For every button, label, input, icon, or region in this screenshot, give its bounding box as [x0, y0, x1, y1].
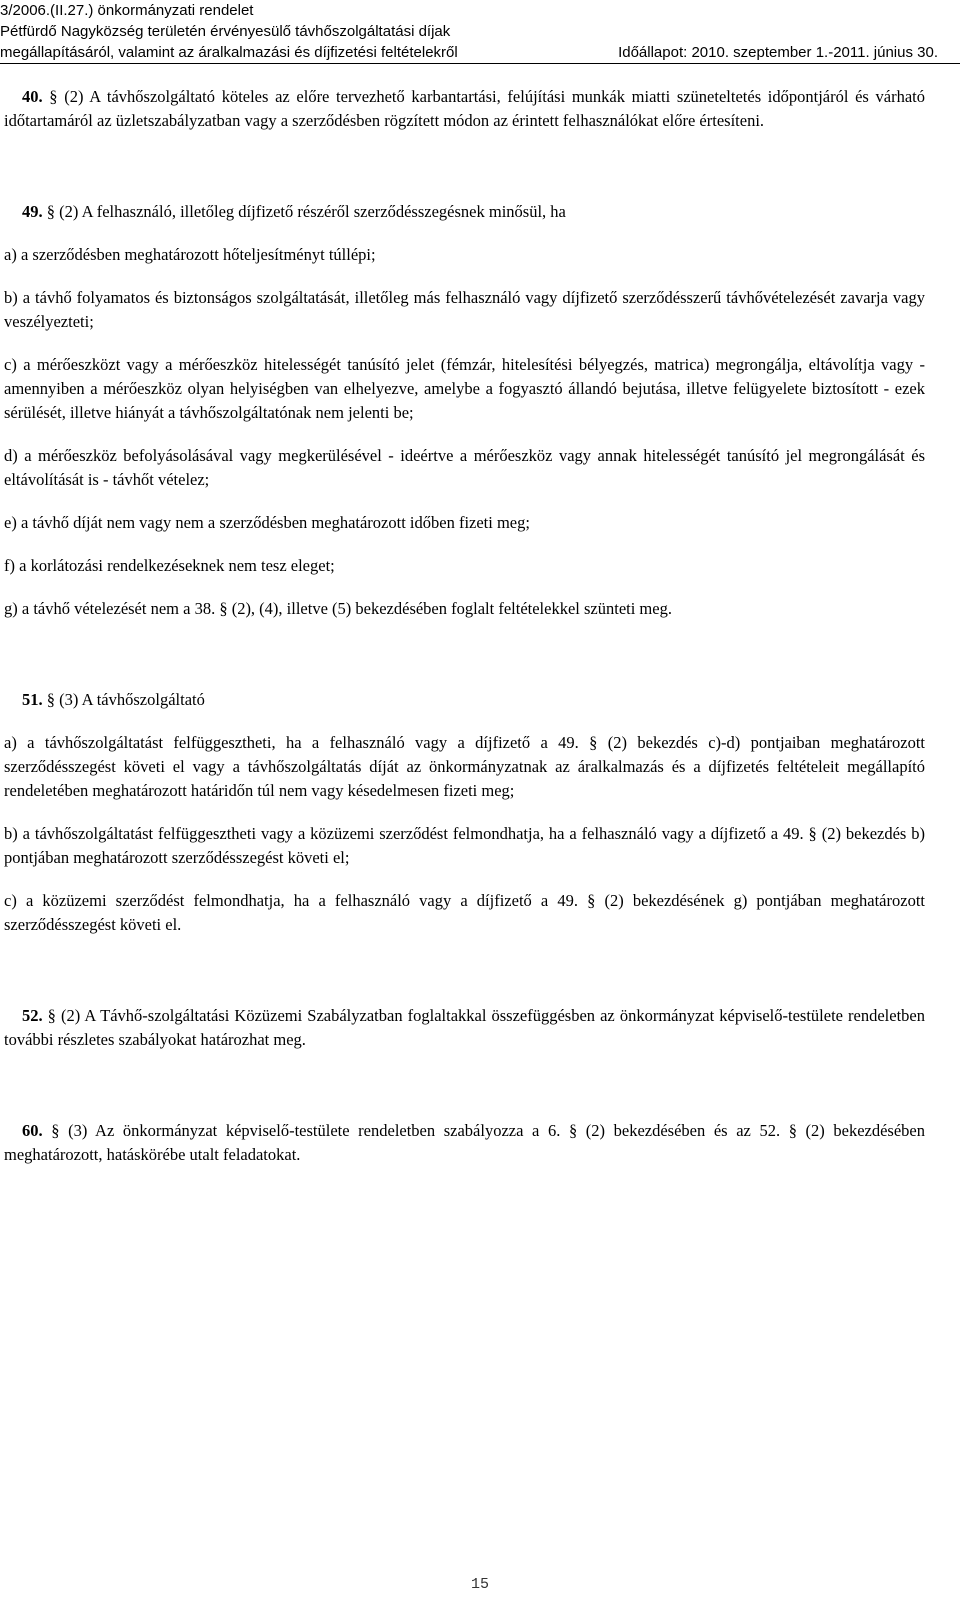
- section-49-sign: §: [42, 202, 55, 221]
- section-49-point-g: g) a távhő vételezését nem a 38. § (2), (4), illetve (5) bekezdésében foglalt feltételekkel szünteti meg.: [4, 599, 672, 618]
- section-52-text: (2) A Távhő-szolgáltatási Közüzemi Szabályzatban foglaltakkal összefüggésben az önkormányzat képviselő-testülete rendeletben további részletes szabályokat határozhat meg.: [4, 1006, 925, 1049]
- section-40-sign: §: [42, 87, 58, 106]
- header-title-line: Pétfürdő Nagyközség területén érvényesülő távhőszolgáltatási díjak: [0, 23, 451, 40]
- section-49-point-b: b) a távhő folyamatos és biztonságos szolgáltatását, illetőleg más felhasználó vagy díjfizető szerződésszerű távhővételezését zavarja vagy veszélyezteti;: [4, 288, 925, 331]
- section-49-point-e: e) a távhő díját nem vagy nem a szerződésben meghatározott időben fizeti meg;: [4, 513, 530, 532]
- header-title-and-validity: [0, 42, 960, 63]
- header-title-continuation: megállapításáról, valamint az áralkalmazási és díjfizetési feltételekről: [0, 44, 458, 61]
- section-60-text: (3) Az önkormányzat képviselő-testülete rendeletben szabályozza a 6. § (2) bekezdésében és az 52. § (2) bekezdésében meghatározott, hatáskörébe utalt feladatokat.: [4, 1121, 926, 1164]
- section-60-sign: §: [42, 1121, 60, 1140]
- section-49-point-d: d) a mérőeszköz befolyásolásával vagy megkerülésével - ideértve a mérőeszköz vagy annak hitelességét tanúsító jel megrongálását és eltávolítását is - távhőt vételez;: [4, 446, 925, 489]
- header-regulation-number: 3/2006.(II.27.) önkormányzati rendelet: [0, 2, 254, 19]
- header-divider: [0, 63, 960, 64]
- section-49-point-f: f) a korlátozási rendelkezéseknek nem tesz eleget;: [4, 556, 335, 575]
- section-49-intro-text: (2) A felhasználó, illetőleg díjfizető részéről szerződésszegésnek minősül, ha: [55, 202, 566, 221]
- section-40-text: (2) A távhőszolgáltató köteles az előre tervezhető karbantartási, felújítási munkák miatti szüneteltetés időpontjáról és várható időtartamáról az üzletszabályzatban vagy a szerződésben rögzített módon az érintett felhasználókat előre értesíteni.: [4, 87, 925, 130]
- section-49-point-a: a) a szerződésben meghatározott hőteljesítményt túllépi;: [4, 245, 376, 264]
- document-body: [4, 85, 925, 1167]
- section-40-number: 40.: [22, 87, 43, 106]
- section-52-paragraph: [4, 1004, 925, 1052]
- header-validity-period: Időállapot: 2010. szeptember 1.-2011. június 30.: [618, 44, 938, 61]
- section-51-point-c: c) a közüzemi szerződést felmondhatja, ha a felhasználó vagy a díjfizető a 49. § (2) bekezdésének g) pontjában meghatározott szerződésszegést követi el.: [4, 891, 925, 934]
- section-51-intro: [4, 688, 925, 712]
- section-40-paragraph: [4, 85, 925, 133]
- section-49-number: 49.: [22, 202, 43, 221]
- section-51-point-a: a) a távhőszolgáltatást felfüggesztheti, ha a felhasználó vagy a díjfizető a 49. § (2) bekezdés c)-d) pontjaiban meghatározott szerződésszegést követi el vagy a távhőszolgáltatás díját az önkormányzatnak az áralkalmazás és a díjfizetés feltételeit megállapító rendeletében meghatározott határidőn túl nem vagy késedelmesen fizeti meg;: [4, 733, 925, 800]
- section-51-intro-text: (3) A távhőszolgáltató: [55, 690, 205, 709]
- section-51-point-b: b) a távhőszolgáltatást felfüggesztheti vagy a közüzemi szerződést felmondhatja, ha a felhasználó vagy a díjfizető a 49. § (2) bekezdés b) pontjában meghatározott szerződésszegést követi el;: [4, 824, 925, 867]
- page-number: 15: [470, 1576, 489, 1593]
- section-51-number: 51.: [22, 690, 43, 709]
- section-52-sign: §: [42, 1006, 56, 1025]
- section-49-point-c: c) a mérőeszközt vagy a mérőeszköz hitelességét tanúsító jelet (fémzár, hitelesítési bélyegzés, matrica) megrongálja, eltávolítja vagy - amennyiben a mérőeszköz olyan helyiségben van elhelyezve, amelybe a fogyasztó állandó bejutása, illetve felügyelete biztosított - ezek sérülését, illetve hiányát a távhőszolgáltatónak nem jelenti be;: [4, 355, 925, 422]
- section-52-number: 52.: [22, 1006, 43, 1025]
- section-60-paragraph: [4, 1119, 925, 1167]
- section-60-number: 60.: [22, 1121, 43, 1140]
- section-49-intro: [4, 200, 925, 224]
- running-header: [0, 0, 960, 63]
- section-51-sign: §: [42, 690, 55, 709]
